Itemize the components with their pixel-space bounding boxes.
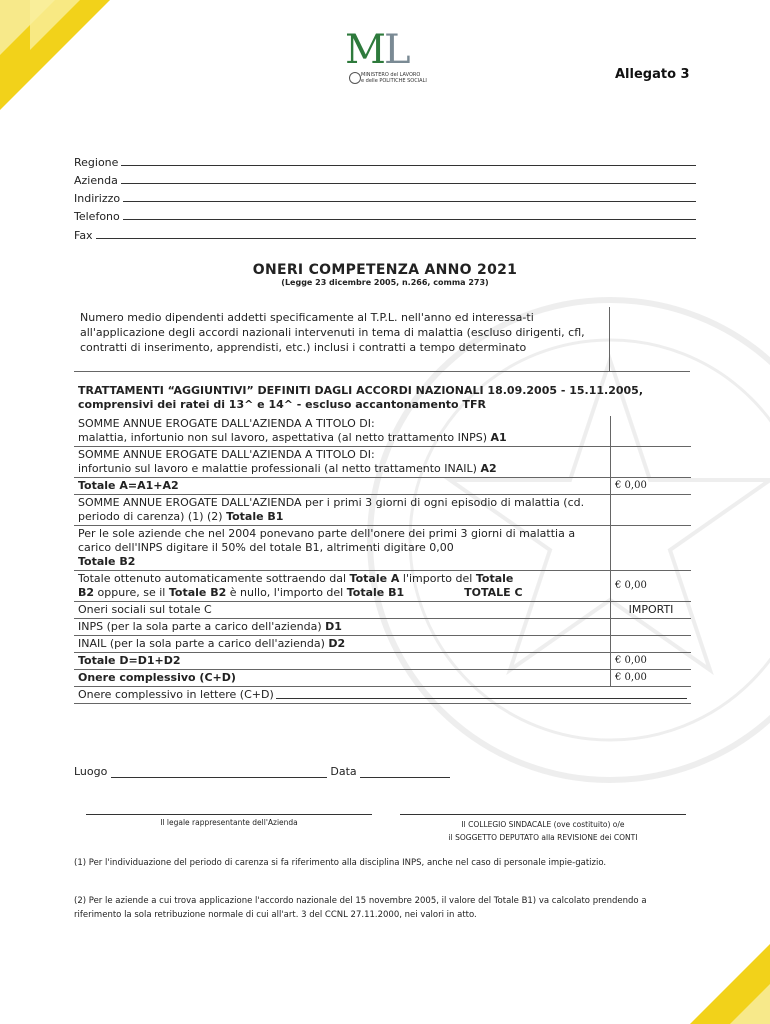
- regione-label: Regione: [74, 156, 119, 169]
- data-input[interactable]: [360, 765, 450, 778]
- section-heading-line1: TRATTAMENTI “AGGIUNTIVI” DEFINITI DAGLI ACCORDI NAZIONALI 18.09.2005 - 15.11.2005,: [78, 384, 644, 397]
- lettere-label: Onere complessivo in lettere (C+D): [78, 688, 274, 701]
- page-subtitle: (Legge 23 dicembre 2005, n.266, comma 273): [281, 278, 489, 287]
- numero-medio-divider: [609, 307, 610, 371]
- c-part4: è nullo, l'importo del: [226, 586, 344, 599]
- b1-value-cell[interactable]: [611, 495, 692, 526]
- signature-caption-auditor: [400, 818, 686, 844]
- telefono-label: Telefono: [74, 210, 120, 223]
- a1-value-cell[interactable]: [611, 416, 692, 447]
- a1-line1: SOMME ANNUE EROGATE DALL'AZIENDA A TITOLO DI:: [78, 417, 375, 430]
- c-bold6: TOTALE C: [464, 586, 523, 599]
- b1-label: [74, 495, 611, 526]
- a2-line1: SOMME ANNUE EROGATE DALL'AZIENDA A TITOLO DI:: [78, 448, 375, 461]
- fax-line: [96, 237, 696, 239]
- d1-code: D1: [325, 620, 342, 633]
- total-a-label: Totale A=A1+A2: [74, 478, 611, 495]
- section-heading-line2: comprensivi dei ratei di 13^ e 14^ - escluso accantonamento TFR: [78, 398, 486, 411]
- corner-decoration-top-left: [0, 0, 110, 110]
- d1-text: INPS (per la sola parte a carico dell'azienda): [78, 620, 322, 633]
- a2-line2-text: infortunio sul lavoro e malattie professionali (al netto trattamento INAIL): [78, 462, 477, 475]
- regione-line: [121, 164, 696, 166]
- numero-medio-text: Numero medio dipendenti addetti specificamente al T.P.L. nell'anno ed interessa-ti all'applicazione degli accordi nazionali intervenuti in tema di malattia (escluso dirigenti, cfl, contratti di inserimento, apprendisti, etc.) inclusi i contratti a tempo determinato: [80, 311, 585, 354]
- b2-code: Totale B2: [78, 555, 136, 568]
- c-part1: Totale ottenuto automaticamente sottraendo dal: [78, 572, 347, 585]
- table-row-total-c: [74, 571, 691, 602]
- lettere-cell[interactable]: [74, 687, 691, 704]
- a2-label: [74, 447, 611, 478]
- a1-line2-text: malattia, infortunio non sul lavoro, aspettativa (al netto trattamento INPS): [78, 431, 488, 444]
- table-row-onere: [74, 670, 691, 687]
- b1-text: SOMME ANNUE EROGATE DALL'AZIENDA per i primi 3 giorni di ogni episodio di malattia (cd. periodo di carenza) (1) (2): [78, 496, 585, 523]
- c-bold4: Totale B2: [168, 586, 227, 599]
- b2-value-cell[interactable]: [611, 526, 692, 571]
- onere-value: € 0,00: [611, 670, 692, 687]
- c-bold3: B2: [78, 586, 95, 599]
- b2-text: Per le sole aziende che nel 2004 ponevano parte dell'onere dei primi 3 giorni di malattia a carico dell'INPS digitare il 50% del totale B1, altrimenti digitare 0,00: [78, 527, 576, 554]
- table-row-a1: [74, 416, 691, 447]
- c-bold2: Totale: [475, 572, 514, 585]
- b2-label: [74, 526, 611, 571]
- luogo-input[interactable]: [111, 765, 327, 778]
- logo-subtitle: [361, 72, 441, 84]
- data-label: Data: [330, 765, 357, 778]
- footnote-1: (1) Per l'individuazione del periodo di carenza si fa riferimento alla disciplina INPS, anche nel caso di personale impie-gatizio.: [74, 858, 607, 868]
- signature-line-company[interactable]: [86, 814, 372, 815]
- a1-code: A1: [490, 431, 507, 444]
- table-row-lettere: [74, 687, 691, 704]
- table-row-total-a: [74, 478, 691, 495]
- ministry-logo: [345, 27, 427, 90]
- c-bold5: Totale B1: [346, 586, 405, 599]
- total-d-value: € 0,00: [611, 653, 692, 670]
- table-row-a2: [74, 447, 691, 478]
- a2-code: A2: [480, 462, 497, 475]
- indirizzo-label: Indirizzo: [74, 192, 121, 205]
- a2-value-cell[interactable]: [611, 447, 692, 478]
- telefono-field[interactable]: [74, 208, 696, 223]
- azienda-field[interactable]: [74, 172, 696, 187]
- oneri-label: Oneri sociali sul totale C: [74, 602, 611, 619]
- importi-header: IMPORTI: [611, 602, 692, 619]
- telefono-line: [123, 218, 696, 220]
- footnote-2: (2) Per le aziende a cui trova applicazione l'accordo nazionale del 15 novembre 2005, il valore del Totale B1) va calcolato prendendo a riferimento la sola retribuzione normale di cui all'art. 3 del CCNL 27.11.2000, nei valori in atto.: [74, 896, 647, 920]
- allegato-label: Allegato 3: [615, 67, 690, 82]
- total-d-label: Totale D=D1+D2: [74, 653, 611, 670]
- c-part2: l'importo del: [399, 572, 473, 585]
- page-title: ONERI COMPETENZA ANNO 2021: [252, 262, 518, 278]
- b1-code: Totale B1: [226, 510, 284, 523]
- table-row-d1: [74, 619, 691, 636]
- numero-medio-box: [74, 307, 690, 372]
- luogo-label: Luogo: [74, 765, 108, 778]
- indirizzo-line: [123, 200, 696, 202]
- d1-value-cell[interactable]: [611, 619, 692, 636]
- indirizzo-field[interactable]: [74, 190, 696, 205]
- logo-letter-m: M: [345, 27, 384, 73]
- table-row-b2: [74, 526, 691, 571]
- total-c-label: [74, 571, 611, 602]
- fax-label: Fax: [74, 229, 93, 242]
- d2-value-cell[interactable]: [611, 636, 692, 653]
- logo-subtitle-line1: MINISTERO del LAVORO: [361, 72, 421, 78]
- d2-code: D2: [328, 637, 346, 650]
- signature-line-auditor[interactable]: [400, 814, 686, 815]
- c-bold1: Totale A: [349, 572, 400, 585]
- logo-subtitle-line2: e delle POLITICHE SOCIALI: [361, 78, 427, 84]
- onere-label: Onere complessivo (C+D): [74, 670, 611, 687]
- lettere-line: [276, 698, 687, 699]
- signature-caption-auditor-line1: Il COLLEGIO SINDACALE (ove costituito) o/e: [461, 820, 625, 829]
- d1-label: [74, 619, 611, 636]
- d2-label: [74, 636, 611, 653]
- total-c-value: € 0,00: [611, 571, 692, 602]
- table-row-b1: [74, 495, 691, 526]
- azienda-label: Azienda: [74, 174, 118, 187]
- azienda-line: [121, 182, 696, 184]
- republic-seal-icon: [349, 72, 361, 84]
- c-part3: oppure, se il: [94, 586, 166, 599]
- signature-caption-company: Il legale rappresentante dell'Azienda: [160, 818, 298, 827]
- d2-text: INAIL (per la sola parte a carico dell'azienda): [78, 637, 325, 650]
- section-heading: [78, 384, 698, 412]
- costs-table: [74, 416, 691, 704]
- luogo-data-row: [74, 765, 450, 778]
- a2-line2: [78, 462, 606, 476]
- regione-field[interactable]: [74, 154, 696, 169]
- fax-field[interactable]: [74, 227, 696, 242]
- table-row-total-d: [74, 653, 691, 670]
- a1-line2: [78, 431, 606, 445]
- logo-letter-l: L: [383, 27, 409, 73]
- table-row-d2: [74, 636, 691, 653]
- corner-decoration-bottom-right: [690, 944, 770, 1024]
- signature-caption-auditor-line2: il SOGGETTO DEPUTATO alla REVISIONE dei CONTI: [448, 833, 638, 842]
- a1-label: [74, 416, 611, 447]
- total-a-value: € 0,00: [611, 478, 692, 495]
- table-row-oneri: [74, 602, 691, 619]
